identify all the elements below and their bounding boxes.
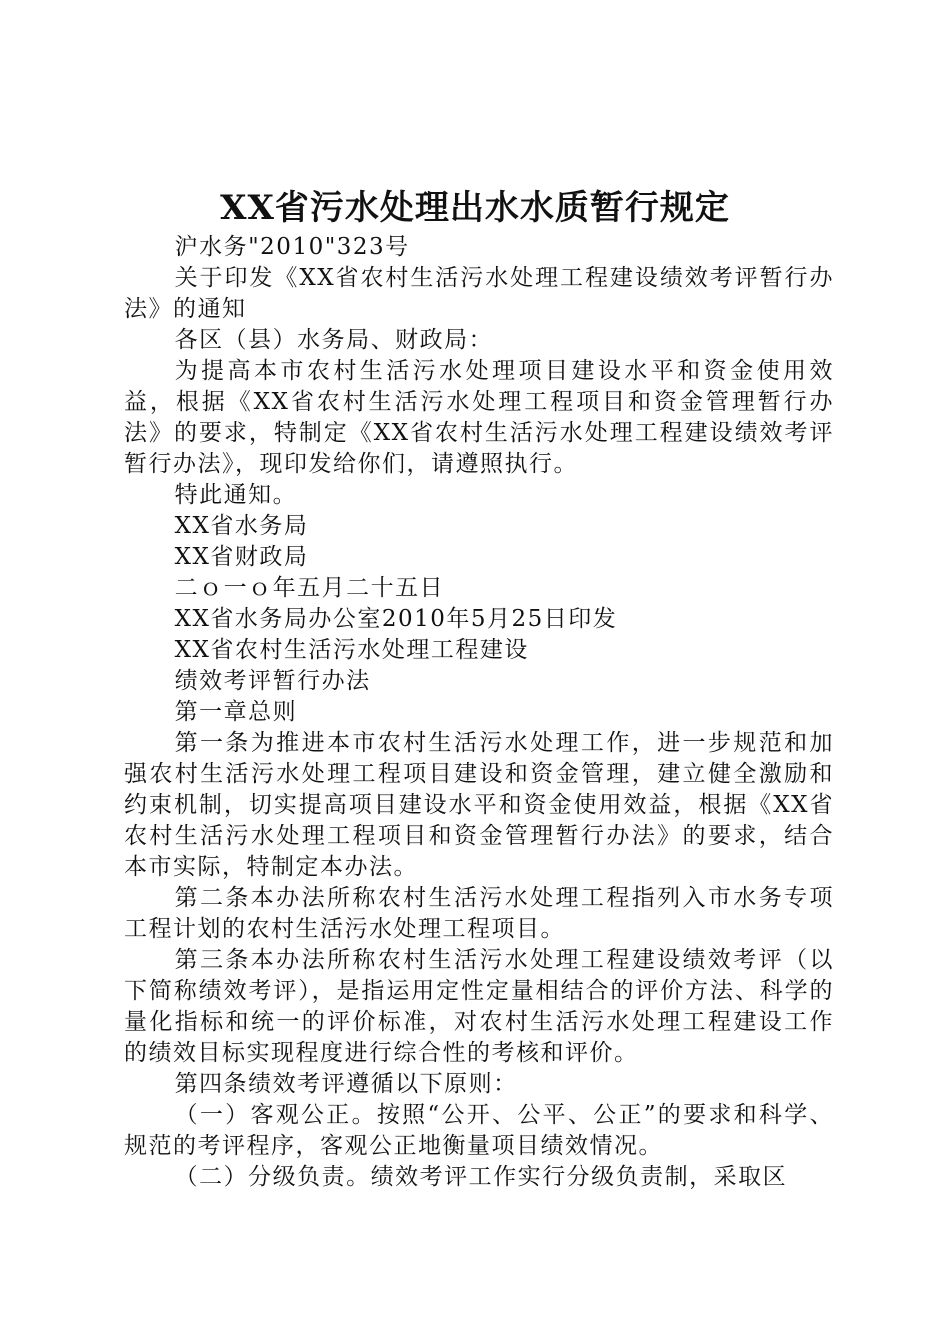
- notice-closing: 特此通知。: [174, 482, 298, 508]
- article-3: 第三条本办法所称农村生活污水处理工程建设绩效考评（以下简称绩效考评），是指运用定性定量相结合的评价方法、科学的量化指标和统一的评价标准，对农村生活污水处理工程建设工作的绩效目标实现程度进行综合性的考核和评价。: [124, 947, 834, 1066]
- notice-heading: 关于印发《XX省农村生活污水处理工程建设绩效考评暂行办法》的通知: [124, 265, 834, 322]
- measures-title-line-2: 绩效考评暂行办法: [174, 668, 371, 694]
- measures-title-line-1: XX省农村生活污水处理工程建设: [174, 637, 529, 663]
- recipients: 各区（县）水务局、财政局：: [174, 327, 494, 353]
- document-body: [124, 232, 834, 1193]
- article-1: 第一条为推进本市农村生活污水处理工作，进一步规范和加强农村生活污水处理工程项目建设和资金管理，建立健全激励和约束机制，切实提高项目建设水平和资金使用效益，根据《XX省农村生活污水处理工程项目和资金管理暂行办法》的要求，结合本市实际，特制定本办法。: [124, 730, 834, 880]
- issuer-finance-bureau: XX省财政局: [174, 544, 309, 570]
- document-title: XX省污水处理出水水质暂行规定: [220, 188, 730, 228]
- chapter-heading: 第一章总则: [174, 699, 298, 725]
- notice-body: 为提高本市农村生活污水处理项目建设水平和资金使用效益，根据《XX省农村生活污水处理工程项目和资金管理暂行办法》的要求，特制定《XX省农村生活污水处理工程建设绩效考评暂行办法》，现印发给你们，请遵照执行。: [124, 358, 834, 477]
- principle-2: （二）分级负责。绩效考评工作实行分级负责制，采取区: [174, 1164, 788, 1190]
- print-line: XX省水务局办公室2010年5月25日印发: [174, 606, 618, 632]
- issue-date: 二ｏ一ｏ年五月二十五日: [174, 575, 445, 601]
- article-2: 第二条本办法所称农村生活污水处理工程指列入市水务专项工程计划的农村生活污水处理工程项目。: [124, 885, 834, 942]
- document-number: 沪水务"2010"323号: [174, 234, 410, 260]
- issuer-water-bureau: XX省水务局: [174, 513, 309, 539]
- principle-1: （一）客观公正。按照“公开、公平、公正”的要求和科学、规范的考评程序，客观公正地衡量项目绩效情况。: [124, 1102, 834, 1159]
- article-4: 第四条绩效考评遵循以下原则：: [174, 1071, 518, 1097]
